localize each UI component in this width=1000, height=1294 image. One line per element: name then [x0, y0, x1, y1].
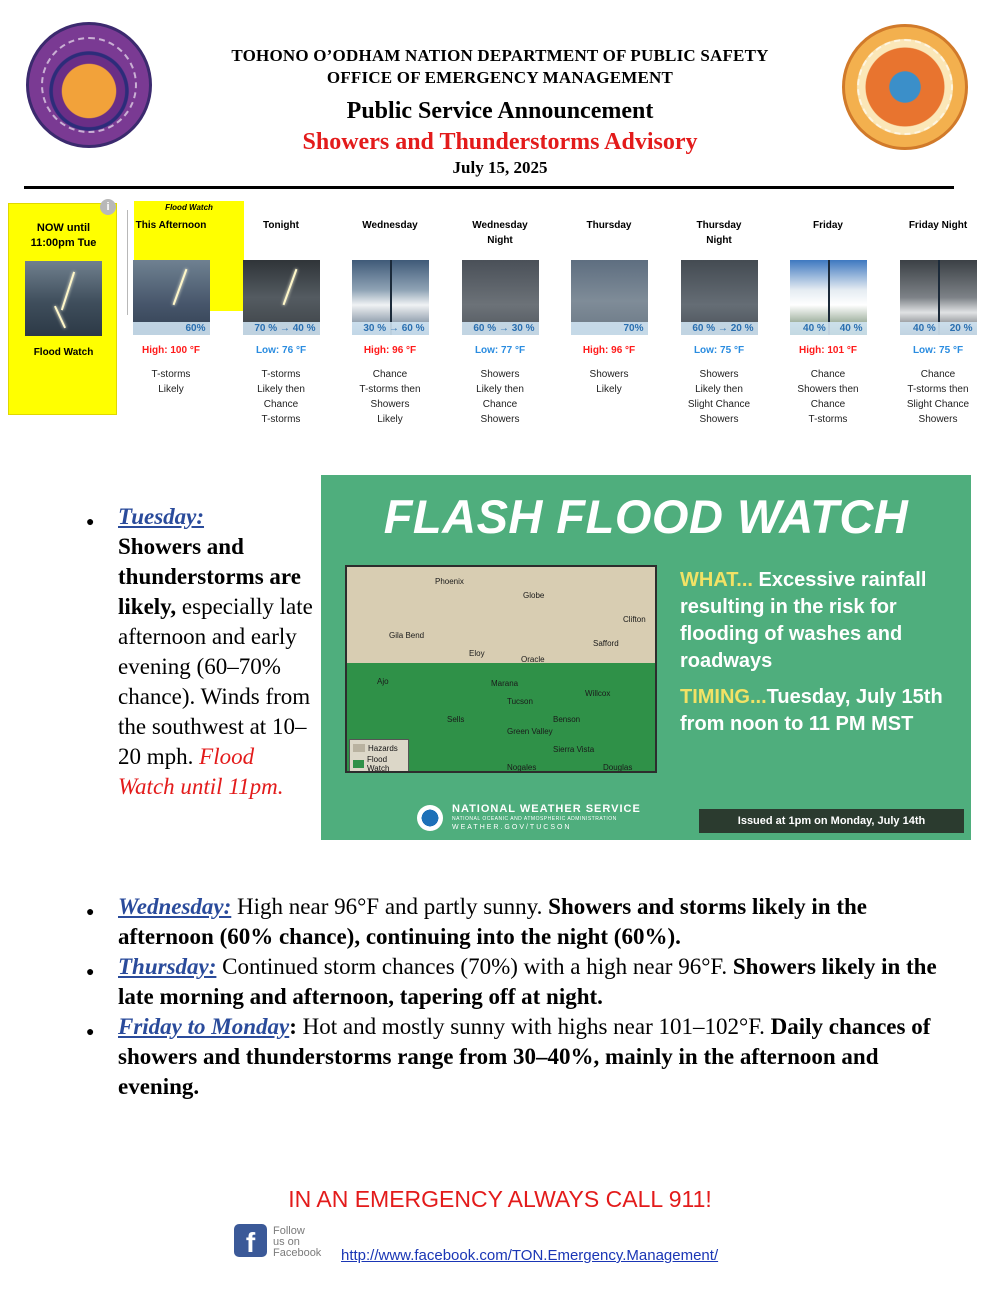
period-name: Thursday — [586, 220, 632, 231]
period-temperature: Low: 75 °F — [693, 345, 745, 356]
period-name: Thursday Night — [696, 220, 742, 246]
wednesday-text: High near 96°F and partly sunny. — [231, 894, 543, 919]
lightning-image — [25, 261, 102, 336]
map-place-label: Marana — [491, 679, 519, 688]
legend-hazards — [350, 740, 408, 756]
map-place-label: Sells — [447, 715, 465, 724]
period-name: Tonight — [263, 220, 299, 231]
period-name: Wednesday — [362, 220, 418, 231]
wednesday-label[interactable]: Wednesday: — [118, 894, 232, 919]
what-text — [680, 567, 965, 675]
thursday-text: Continued storm chances (70%) with a high near 96°F. — [216, 954, 728, 979]
flash-flood-watch-graphic — [321, 475, 971, 840]
precip-chance: 30 % → 60 % — [352, 322, 429, 335]
forecast-period[interactable] — [778, 218, 878, 427]
friday-bold: Daily chances of showers and thunderstorms range from 30–40%, mainly in the afternoon and evening. — [118, 1014, 931, 1099]
map-place-label: Safford — [593, 639, 619, 648]
lightning-bolt-icon — [61, 272, 75, 311]
tuesday-flood-watch: Flood Watch until 11pm. — [118, 744, 284, 799]
period-name: Wednesday Night — [472, 220, 528, 246]
seal-ring — [41, 37, 137, 133]
period-description: T-storms Likely — [151, 369, 191, 395]
map-place-label: Oracle — [521, 655, 545, 664]
precip-chance: 70 % → 40 % — [243, 322, 320, 335]
friday-colon: : — [289, 1014, 297, 1039]
now-alert-box[interactable] — [8, 203, 117, 415]
tuesday-item — [118, 502, 313, 802]
period-temperature: High: 100 °F — [142, 345, 200, 356]
lightning-bolt-icon — [172, 269, 187, 305]
map-place-label: Douglas — [603, 763, 633, 772]
tuesday-text: especially late afternoon and early evening (60–70% chance). Winds from the southwest at 10–20 mph. — [118, 594, 313, 769]
weather-image — [243, 260, 320, 335]
period-description: Chance T-storms then Showers Likely — [359, 369, 421, 425]
map-place-label: Eloy — [469, 649, 485, 658]
legend-swatch — [353, 760, 364, 768]
period-description: Showers Likely — [589, 369, 629, 395]
legend-swatch — [353, 744, 365, 752]
what-detail: Excessive rainfall resulting in the risk for flooding of washes and roadways — [680, 569, 927, 672]
graphic-title: FLASH FLOOD WATCH — [383, 490, 909, 543]
precip-chance: 60% — [133, 322, 210, 335]
oem-seal-logo — [842, 24, 968, 150]
forecast-period[interactable] — [231, 218, 331, 427]
facebook-link[interactable]: http://www.facebook.com/TON.Emergency.Management/ — [341, 1247, 719, 1264]
thursday-item — [118, 952, 958, 1012]
advisory-heading: Showers and Thunderstorms Advisory — [302, 129, 698, 155]
period-temperature: Low: 75 °F — [912, 345, 964, 356]
timing-text — [680, 684, 965, 738]
map-place-label: Willcox — [585, 689, 611, 698]
arizona-map — [345, 565, 657, 773]
precip-chance: 40 % 20 % — [900, 322, 977, 335]
period-temperature: Low: 77 °F — [474, 345, 526, 356]
friday-item — [118, 1012, 958, 1102]
map-place-label: Phoenix — [435, 577, 464, 586]
legend-flood-watch — [350, 756, 408, 772]
period-name: This Afternoon — [135, 220, 207, 231]
map-place-label: Ajo — [377, 677, 389, 686]
nws-url: WEATHER.GOV/TUCSON — [452, 824, 572, 831]
department-title: TOHONO O’ODHAM NATION DEPARTMENT OF PUBLIC SAFETY — [231, 46, 769, 65]
office-title: OFFICE OF EMERGENCY MANAGEMENT — [326, 68, 674, 87]
period-temperature: Low: 76 °F — [255, 345, 307, 356]
map-legend — [349, 739, 409, 773]
period-description: Chance Showers then Chance T-storms — [797, 369, 859, 425]
period-name: Friday — [812, 220, 843, 231]
now-flood-watch-label: Flood Watch — [33, 347, 94, 358]
forecast-period[interactable] — [450, 218, 550, 427]
announcement-date: July 15, 2025 — [452, 158, 548, 177]
bullet-dot: ● — [86, 1023, 95, 1039]
now-title: NOW until 11:00pm Tue — [30, 222, 97, 249]
legend-flood-watch-label: Flood Watch — [367, 755, 390, 773]
dps-seal-logo — [26, 22, 152, 148]
forecast-period[interactable] — [340, 218, 440, 427]
tuesday-bold: Showers and thunderstorms are likely, — [118, 534, 301, 619]
flood-tab-label: Flood Watch — [165, 203, 213, 212]
timing-label: TIMING... — [680, 686, 767, 708]
map-place-label: Clifton — [623, 615, 646, 624]
psa-heading: Public Service Announcement — [346, 98, 654, 124]
weather-image — [681, 260, 758, 335]
thursday-label[interactable]: Thursday: — [118, 954, 217, 979]
precip-chance: 70% — [571, 322, 648, 335]
period-name: Friday Night — [908, 220, 968, 231]
friday-text: Hot and mostly sunny with highs near 101–102°F. — [296, 1014, 765, 1039]
precip-chance: 60 % → 30 % — [462, 322, 539, 335]
forecast-period[interactable] — [888, 218, 988, 427]
weather-image — [462, 260, 539, 335]
period-description: Showers Likely then Chance Showers — [476, 369, 524, 425]
map-place-label: Nogales — [507, 763, 537, 772]
period-description: Chance T-storms then Slight Chance Showers — [906, 369, 970, 425]
precip-chance: 40 % 40 % — [790, 322, 867, 335]
weather-image — [352, 260, 429, 335]
weather-image — [133, 260, 210, 335]
timing-detail: Tuesday, July 15th from noon to 11 PM MST — [680, 686, 943, 735]
follow-facebook-text: Follow us on Facebook — [273, 1225, 322, 1259]
what-label: WHAT... — [680, 569, 753, 591]
nws-name: NATIONAL WEATHER SERVICE — [452, 803, 641, 815]
wednesday-bold: Showers and storms likely in the afternoon (60% chance), continuing into the night (60%). — [118, 894, 868, 949]
wednesday-item — [118, 892, 958, 952]
bullet-dot: ● — [86, 903, 95, 919]
legend-hazards-label: Hazards — [368, 743, 398, 753]
map-place-label: Green Valley — [507, 727, 553, 736]
period-description: Showers Likely then Slight Chance Showers — [687, 369, 751, 425]
thursday-bold: Showers likely in the late morning and afternoon, tapering off at night. — [118, 954, 937, 1009]
bullet-dot: ● — [86, 963, 95, 979]
weather-image — [571, 260, 648, 335]
noaa-logo — [417, 805, 443, 831]
map-place-label: Tucson — [507, 697, 533, 706]
map-place-label: Benson — [553, 715, 581, 724]
info-icon[interactable]: i — [100, 199, 116, 215]
forecast-period[interactable] — [559, 218, 659, 397]
friday-label[interactable]: Friday to Monday — [118, 1014, 290, 1039]
map-place-label: Globe — [523, 591, 545, 600]
bullet-dot: ● — [86, 513, 95, 529]
lightning-bolt-icon — [282, 269, 297, 305]
weather-image — [790, 260, 867, 335]
seal-ring — [857, 39, 953, 135]
map-place-label: Gila Bend — [389, 631, 425, 640]
tuesday-label[interactable]: Tuesday: — [118, 504, 205, 529]
precip-chance: 60 % → 20 % — [681, 322, 758, 335]
period-temperature: High: 96 °F — [582, 345, 636, 356]
facebook-icon[interactable]: f — [234, 1224, 267, 1257]
forecast-period[interactable] — [669, 218, 769, 427]
header-rule — [24, 186, 954, 189]
emergency-notice: IN AN EMERGENCY ALWAYS CALL 911! — [288, 1186, 712, 1212]
period-temperature: High: 101 °F — [799, 345, 857, 356]
issued-badge: Issued at 1pm on Monday, July 14th — [699, 809, 964, 833]
period-temperature: High: 96 °F — [363, 345, 417, 356]
map-place-label: Sierra Vista — [553, 745, 595, 754]
nws-subtitle: NATIONAL OCEANIC AND ATMOSPHERIC ADMINISTRATION — [452, 816, 617, 822]
weather-image — [900, 260, 977, 335]
forecast-period[interactable] — [121, 218, 221, 397]
period-description: T-storms Likely then Chance T-storms — [257, 369, 305, 425]
